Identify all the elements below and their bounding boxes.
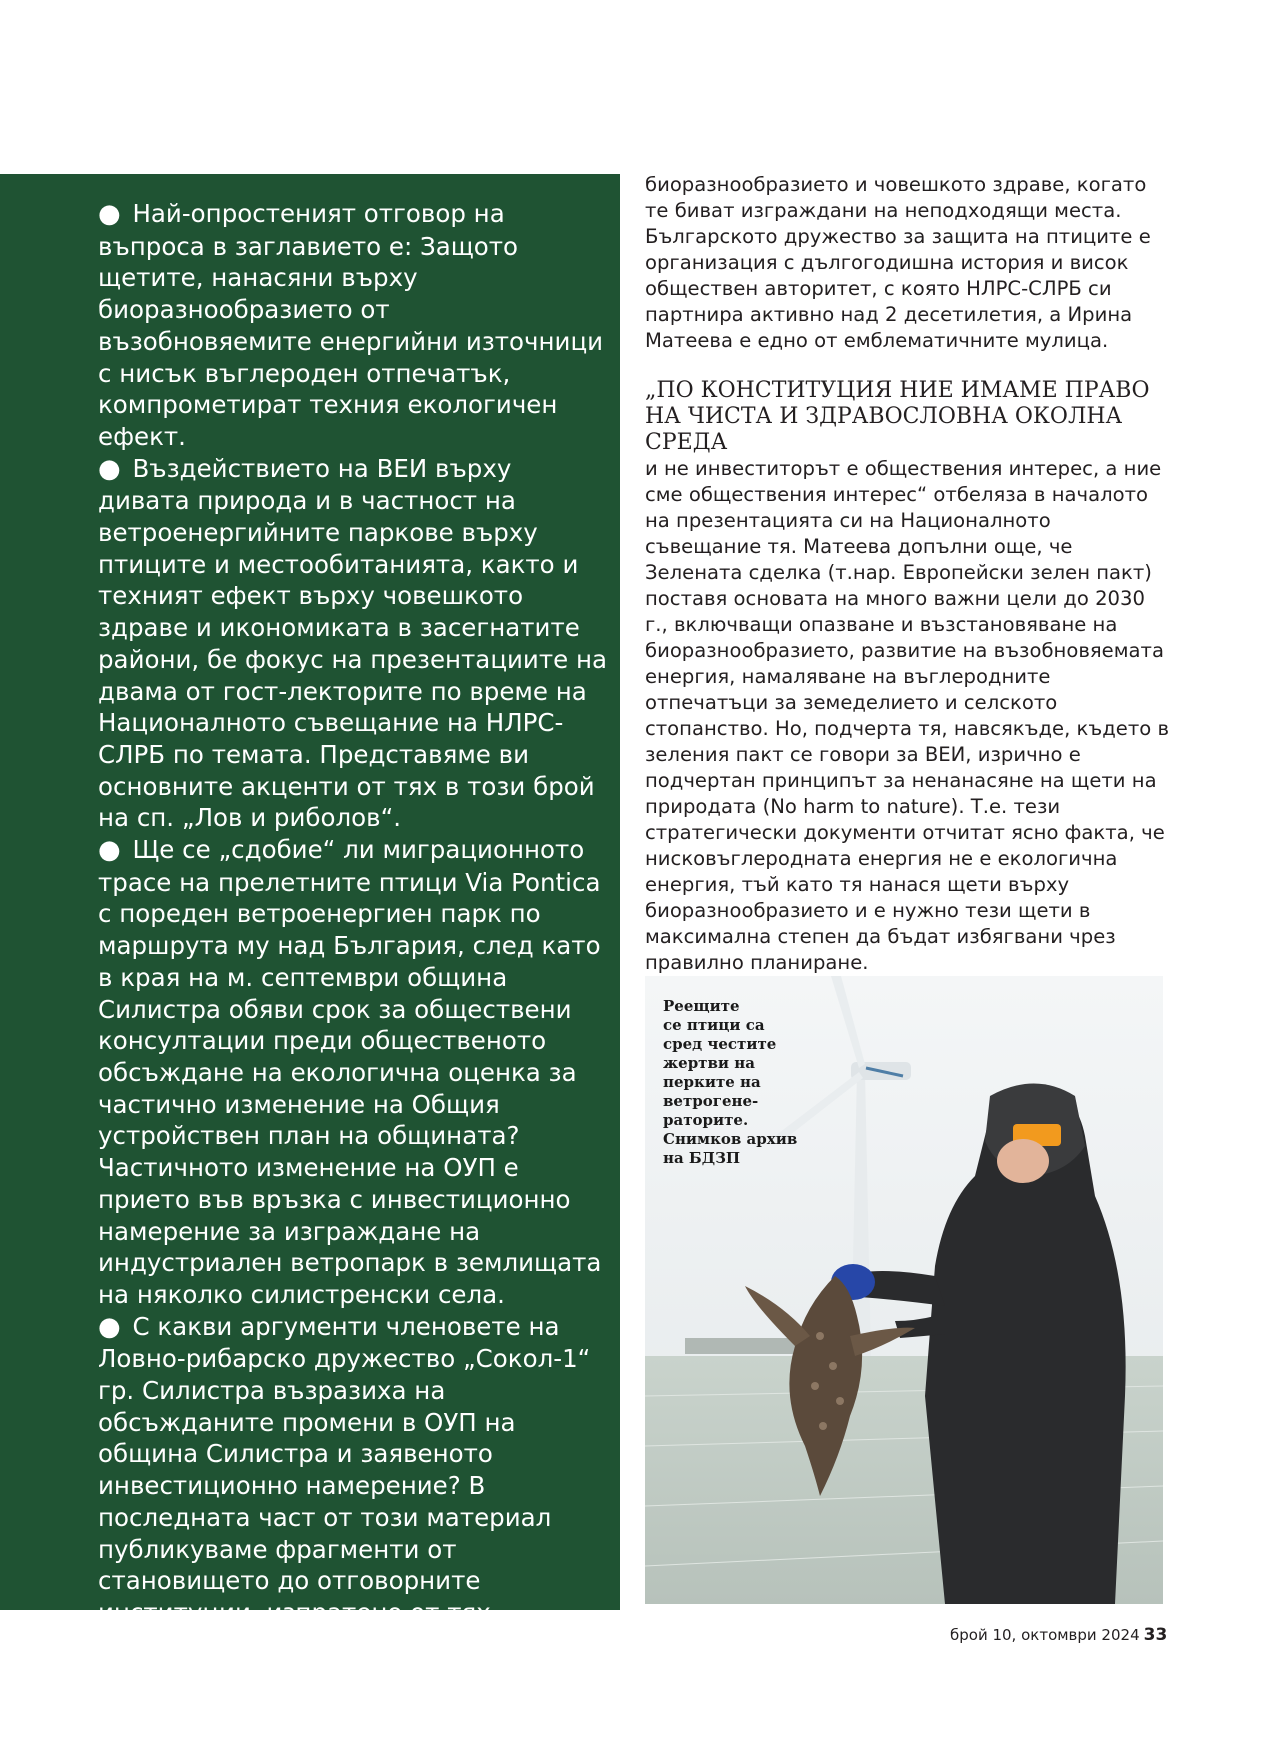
page-number: 33 <box>1143 1625 1168 1645</box>
issue-label: брой 10, октомври 2024 <box>950 1626 1140 1644</box>
sidebar-text <box>98 198 608 1629</box>
bullet-icon: ● <box>98 453 121 484</box>
article-body: и не инвеститорът е обществения интерес, а ние сме обществения интерес“ отбеляза в началото на презентацията си на Националното съвещание тя. Матеева допълни още, че Зелената сделка (т.нар. Европейски зелен пакт) поставя основата на много важни цели до 2030 г., включващи опазване и възстановяване на биоразнообразието, развитие на възобновяемата енергия, намаляване на въглеродните отпечатъци за земеделието и селското стопанство. Но, подчерта тя, навсякъде, където в зеления пакт се говори за ВЕИ, изрично е подчертан принципът за ненанасяне на щети на природата (No harm to nature). Т.е. тези стратегически документи отчитат ясно факта, че нисковъглеродната енергия не е екологична енергия, тъй като тя нанася щети върху биоразнообразието и е нужно тези щети в максимална степен да бъдат избягвани чрез правилно планиране. <box>645 457 1169 974</box>
sidebar-bullet: ● С какви аргументи членовете на Ловно-рибарско дружество „Сокол-1“ гр. Силистра възразиха на обсъжданите промени в ОУП на община Силистра и заявеното инвестиционно намерение? В последната част от този материал публикуваме фрагменти от становището до отговорните институции, изпратено от тях. <box>98 1311 591 1627</box>
bullet-icon: ● <box>98 199 121 229</box>
sidebar-bullet: ● Въздействието на ВЕИ върху дивата природа и в частност на ветроенергийните паркове върху птиците и местообитанията, както и техният ефект върху човешкото здраве и икономиката в засегнатите райони, бе фокус на презентациите на двама от гост-лекторите по време на Националното съвещание на НЛРС-СЛРБ по темата. Представяме ви основните акценти от тях в този брой на сп. „Лов и риболов“. <box>98 453 608 833</box>
sidebar-bullet: ● Ще се „сдобие“ ли миграционното трасе на прелетните птици Via Pontica с пореден ветроенергиен парк по маршрута му над България, след като в края на м. септември община Силистра обяви срок за обществени консултации преди общественото обсъждане на екологична оценка за частично изменение на Общия устройствен план на общината? Частичното изменение на ОУП е прието във връзка с инвестиционно намерение за изграждане на индустриален ветропарк в землищата на няколко силистренски села. <box>98 835 602 1309</box>
article-intro: биоразнообразието и човешкото здраве, когато те биват изграждани на неподходящи места. Българското дружество за защита на птиците е организация с дългогодишна история и висок обществен авторитет, с която НЛРС-СЛРБ си партнира активно над 2 десетилетия, а Ирина Матеева е едно от емблематичните мулица. <box>645 173 1151 352</box>
sidebar-bullet: ● Най-опростеният отговор на въпроса в заглавието е: Защото щетите, нанасяни върху биоразнообразието от възобновяемите енергийни източници с нисък въглероден отпечатък, компрометират техния екологичен ефект. <box>98 199 604 451</box>
article-column <box>645 172 1170 1002</box>
page-footer <box>950 1625 1168 1645</box>
bullet-icon: ● <box>98 835 121 866</box>
article-heading: „ПО КОНСТИТУЦИЯ НИЕ ИМАМЕ ПРАВО НА ЧИСТА И ЗДРАВОСЛОВНА ОКОЛНА СРЕДА <box>645 378 1150 455</box>
photo-caption: Реещите се птици са сред честите жертви на перките на ветрогене- раторите. Снимков архив на БДЗП <box>663 997 798 1167</box>
bullet-icon: ● <box>98 1311 121 1342</box>
